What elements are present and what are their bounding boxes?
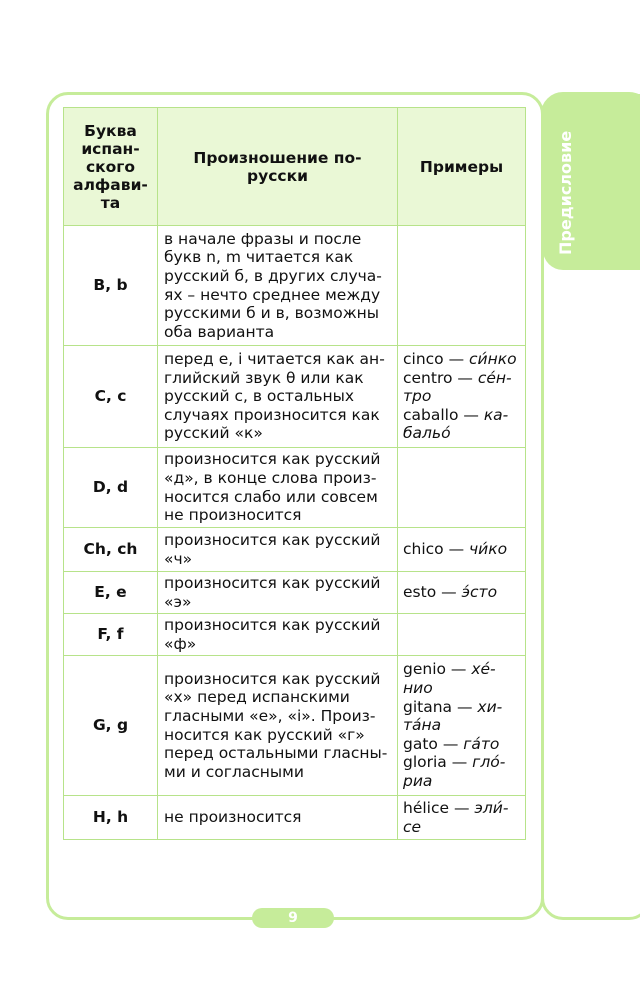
example-line	[403, 679, 521, 698]
pronunciation-line: перед остальными гласны-	[164, 744, 388, 763]
pronunciation-line: «ф»	[164, 634, 197, 653]
letter-cell: H, h	[64, 796, 158, 840]
pronunciation-line: гласными «e», «i». Произ-	[164, 706, 376, 725]
example-line	[403, 716, 521, 735]
pronunciation-line: перед e, i читается как ан-	[164, 350, 385, 369]
example-spanish: chico —	[403, 540, 470, 559]
pronunciation-line: «ч»	[164, 549, 193, 568]
pronunciation-line: ях – нечто среднее между	[164, 285, 381, 304]
letter-cell: Ch, ch	[64, 528, 158, 572]
example-line	[403, 698, 521, 717]
pronunciation-line: не произносится	[164, 808, 302, 827]
example-transcription: га́то	[463, 734, 500, 753]
example-line	[403, 350, 521, 369]
pronunciation-line: носится как русский «г»	[164, 725, 365, 744]
example-transcription: э́сто	[461, 583, 498, 602]
table-row	[64, 226, 526, 346]
pronunciation-line: произносится как русский	[164, 450, 381, 469]
example-line	[403, 799, 521, 818]
example-transcription: чи́ко	[469, 540, 508, 559]
pronunciation-cell	[158, 572, 398, 614]
pronunciation-line: носится слабо или совсем	[164, 487, 378, 506]
letter-cell: D, d	[64, 448, 158, 528]
letter-cell: C, c	[64, 346, 158, 448]
pronunciation-cell	[158, 448, 398, 528]
pronunciation-line: русскими б и в, возможны	[164, 304, 380, 323]
letter-cell: B, b	[64, 226, 158, 346]
example-transcription: хе́-	[471, 660, 496, 679]
section-tab-label: Предисловие	[556, 130, 575, 255]
example-transcription: та́на	[403, 716, 442, 735]
pronunciation-cell	[158, 614, 398, 656]
example-transcription: гло́-	[472, 753, 506, 772]
example-spanish: gato —	[403, 734, 464, 753]
example-line	[403, 772, 521, 791]
pronunciation-line: глийский звук θ или как	[164, 368, 364, 387]
example-spanish: esto —	[403, 583, 462, 602]
letter-cell: E, e	[64, 572, 158, 614]
pronunciation-cell	[158, 796, 398, 840]
table-row	[64, 614, 526, 656]
example-line	[403, 369, 521, 388]
header-letter: Буква испан- ского алфави- та	[64, 108, 158, 226]
example-spanish: centro —	[403, 368, 478, 387]
example-spanish: caballo —	[403, 405, 484, 424]
pronunciation-line: оба варианта	[164, 322, 275, 341]
example-transcription: се	[403, 817, 422, 836]
letter-cell: F, f	[64, 614, 158, 656]
example-transcription: се́н-	[477, 368, 512, 387]
pronunciation-line: «э»	[164, 592, 192, 611]
examples-cell	[398, 656, 526, 796]
pronunciation-cell	[158, 346, 398, 448]
table-row	[64, 528, 526, 572]
example-line	[403, 424, 521, 443]
pronunciation-table	[63, 107, 526, 840]
pronunciation-line: произносится как русский	[164, 669, 381, 688]
table-row	[64, 572, 526, 614]
examples-cell	[398, 796, 526, 840]
pronunciation-line: «х» перед испанскими	[164, 688, 350, 707]
examples-cell	[398, 448, 526, 528]
page-number: 9	[252, 908, 334, 928]
pronunciation-line: произносится как русский	[164, 530, 381, 549]
table-header-row	[64, 108, 526, 226]
table-row	[64, 346, 526, 448]
example-line	[403, 406, 521, 425]
pronunciation-line: русский с, в остальных	[164, 387, 355, 406]
header-examples: Примеры	[398, 108, 526, 226]
example-line	[403, 818, 521, 837]
examples-cell	[398, 572, 526, 614]
pronunciation-cell	[158, 226, 398, 346]
example-line	[403, 735, 521, 754]
table-row	[64, 796, 526, 840]
pronunciation-line: в начале фразы и после	[164, 229, 362, 248]
examples-cell	[398, 226, 526, 346]
letter-cell: G, g	[64, 656, 158, 796]
example-transcription: бальо́	[403, 424, 451, 443]
pronunciation-line: произносится как русский	[164, 615, 381, 634]
pronunciation-cell	[158, 528, 398, 572]
example-spanish: gitana —	[403, 697, 478, 716]
pronunciation-line: случаях произносится как	[164, 405, 380, 424]
example-line	[403, 660, 521, 679]
pronunciation-line: русский б, в других случа-	[164, 266, 382, 285]
pronunciation-line: ми и согласными	[164, 762, 304, 781]
example-spanish: cinco —	[403, 350, 470, 369]
header-pronunciation: Произношение по- русски	[158, 108, 398, 226]
example-line	[403, 387, 521, 406]
pronunciation-line: русский «к»	[164, 424, 263, 443]
example-transcription: си́нко	[469, 350, 517, 369]
pronunciation-cell	[158, 656, 398, 796]
example-spanish: genio —	[403, 660, 472, 679]
example-transcription: хи-	[477, 697, 503, 716]
example-line	[403, 583, 521, 602]
example-transcription: тро	[403, 387, 432, 406]
pronunciation-line: букв n, m читается как	[164, 248, 354, 267]
table-row	[64, 656, 526, 796]
example-transcription: риа	[403, 771, 433, 790]
example-line	[403, 540, 521, 559]
example-line	[403, 753, 521, 772]
examples-cell	[398, 528, 526, 572]
example-transcription: нио	[403, 679, 433, 698]
pronunciation-line: «д», в конце слова произ-	[164, 468, 377, 487]
examples-cell	[398, 346, 526, 448]
pronunciation-line: не произносится	[164, 506, 302, 525]
example-spanish: hélice —	[403, 798, 475, 817]
example-transcription: ка-	[483, 405, 509, 424]
example-transcription: эли́-	[474, 798, 509, 817]
pronunciation-line: произносится как русский	[164, 573, 381, 592]
example-spanish: gloria —	[403, 753, 473, 772]
examples-cell	[398, 614, 526, 656]
table-row	[64, 448, 526, 528]
